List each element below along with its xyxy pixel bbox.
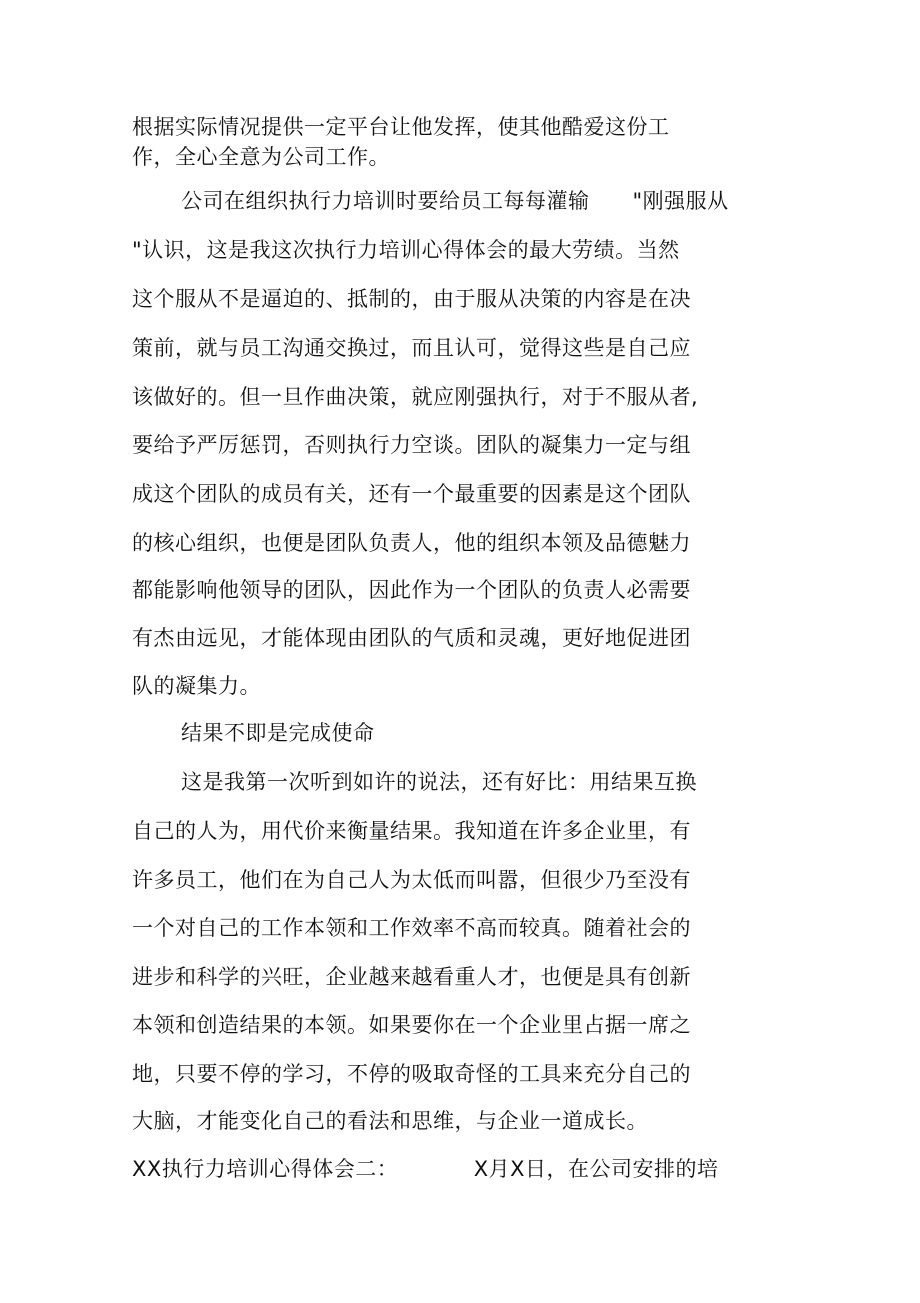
text-line: 进步和科学的兴旺，企业越来越看重人才，也便是具有创新 <box>132 965 691 989</box>
text-line: 该做好的。但一旦作曲决策，就应刚强执行，对于不服从者, <box>132 385 699 409</box>
text-line: 策前，就与员工沟通交换过，而且认可，觉得这些是自己应 <box>132 336 691 360</box>
text-line: 作，全心全意为公司工作。 <box>132 145 390 169</box>
text-line: 这是我第一次听到如许的说法，还有好比：用结果互换 <box>181 770 697 794</box>
text-line: 要给予严厉惩罚，否则执行力空谈。团队的凝集力一定与组 <box>132 433 691 457</box>
text-line: 地，只要不停的学习，不停的吸取奇怪的工具来充分自己的 <box>132 1062 691 1086</box>
text-line: 一个对自己的工作本领和工作效率不高而较真。随着社会的 <box>132 916 691 940</box>
text-line: 自己的人为，用代价来衡量结果。我知道在许多企业里，有 <box>132 819 691 843</box>
text-line: 根据实际情况提供一定平台让他发挥，使其他酷爱这份工 <box>132 115 670 139</box>
text-line: 公司在组织执行力培训时要给员工每每灌输 "刚强服从 <box>181 189 729 213</box>
text-line: 本领和创造结果的本领。如果要你在一个企业里占据一席之 <box>132 1013 691 1037</box>
section-heading: 结果不即是完成使命 <box>181 721 375 745</box>
text-line: 许多员工，他们在为自己人为太低而叫嚣，但很少乃至没有 <box>132 868 691 892</box>
text-line: 这个服从不是逼迫的、抵制的，由于服从决策的内容是在决 <box>132 287 691 311</box>
text-line: 队的凝集力。 <box>132 674 261 698</box>
text-line: XX执行力培训心得体会二： X月X日，在公司安排的培 <box>132 1157 719 1181</box>
text-line: 都能影响他领导的团队，因此作为一个团队的负责人必需要 <box>132 578 691 602</box>
text-line: 有杰由远见，才能体现由团队的气质和灵魂，更好地促进团 <box>132 626 691 650</box>
text-line: 大脑，才能变化自己的看法和思维，与企业一道成长。 <box>132 1109 648 1133</box>
text-line: "认识，这是我这次执行力培训心得体会的最大劳绩。当然 <box>132 238 680 262</box>
text-line: 成这个团队的成员有关，还有一个最重要的因素是这个团队 <box>132 482 691 506</box>
text-line: 的核心组织，也便是团队负责人，他的组织本领及品德魅力 <box>132 531 691 555</box>
